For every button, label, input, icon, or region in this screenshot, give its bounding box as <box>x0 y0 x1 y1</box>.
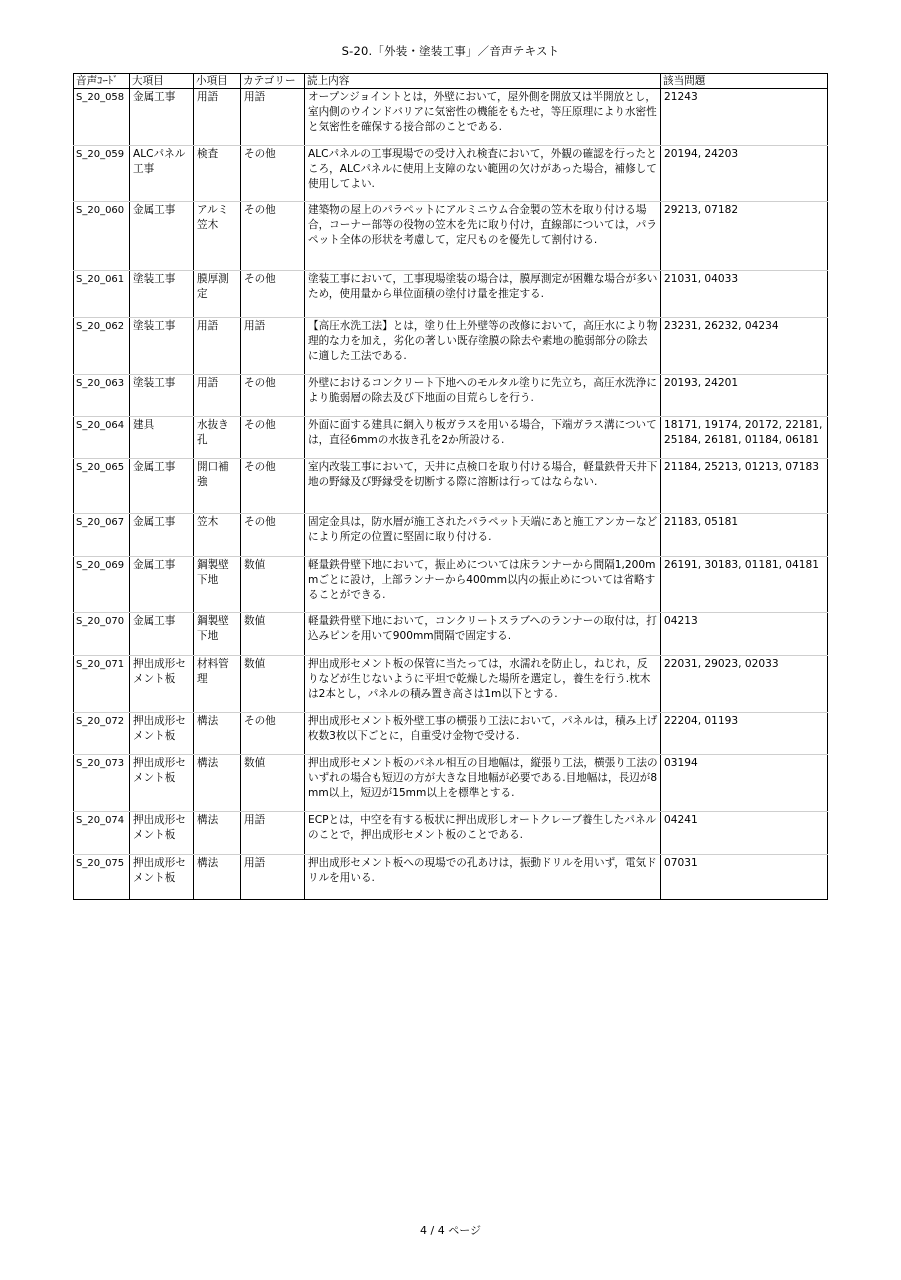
cell-reading-text: 押出成形セメント板への現場での孔あけは，振動ドリルを用いず，電気ドリルを用いる. <box>305 855 661 900</box>
cell-reading-text: 塗装工事において，工事現場塗装の場合は，膜厚測定が困難な場合が多いため，使用量から単位面積の塗付け量を推定する. <box>305 271 661 318</box>
column-header-sub-item: 小項目 <box>194 74 241 89</box>
cell-reading-text: 建築物の屋上のパラペットにアルミニウム合金製の笠木を取り付ける場合，コーナー部等の役物の笠木を先に取り付け，直線部については，パラペット全体の形状を考慮して，定尺ものを優先して割付ける. <box>305 202 661 271</box>
cell-main-item: 金属工事 <box>130 459 194 514</box>
cell-code: S_20_063 <box>74 375 130 417</box>
table-row <box>74 146 828 202</box>
cell-sub-item: 笠木 <box>194 514 241 557</box>
cell-code: S_20_064 <box>74 417 130 459</box>
cell-main-item: 押出成形セメント板 <box>130 713 194 755</box>
cell-category: 数値 <box>241 613 305 656</box>
cell-category: その他 <box>241 146 305 202</box>
cell-category: その他 <box>241 271 305 318</box>
cell-related-questions: 21184, 25213, 01213, 07183 <box>661 459 828 514</box>
cell-sub-item: 構法 <box>194 713 241 755</box>
cell-code: S_20_072 <box>74 713 130 755</box>
cell-main-item: 押出成形セメント板 <box>130 755 194 812</box>
cell-code: S_20_062 <box>74 318 130 375</box>
cell-related-questions: 23231, 26232, 04234 <box>661 318 828 375</box>
cell-reading-text: 固定金具は，防水層が施工されたパラペット天端にあと施工アンカーなどにより所定の位置に堅固に取り付ける. <box>305 514 661 557</box>
table-row <box>74 656 828 713</box>
cell-related-questions: 18171, 19174, 20172, 22181, 25184, 26181, 01184, 06181 <box>661 417 828 459</box>
cell-reading-text: 軽量鉄骨壁下地において，振止めについては床ランナーから間隔1,200mmごとに設け，上部ランナーから400mm以内の振止めについては省略することができる. <box>305 557 661 613</box>
cell-code: S_20_075 <box>74 855 130 900</box>
cell-main-item: 金属工事 <box>130 557 194 613</box>
cell-code: S_20_058 <box>74 89 130 146</box>
table-row <box>74 855 828 900</box>
cell-reading-text: 【高圧水洗工法】とは，塗り仕上外壁等の改修において，高圧水により物理的な力を加え，劣化の著しい既存塗膜の除去や素地の脆弱部分の除去に適した工法である. <box>305 318 661 375</box>
cell-code: S_20_073 <box>74 755 130 812</box>
table-row <box>74 417 828 459</box>
cell-sub-item: 鋼製壁下地 <box>194 613 241 656</box>
cell-related-questions: 04213 <box>661 613 828 656</box>
cell-main-item: 金属工事 <box>130 202 194 271</box>
cell-sub-item: アルミ笠木 <box>194 202 241 271</box>
cell-reading-text: 外壁におけるコンクリート下地へのモルタル塗りに先立ち，高圧水洗浄により脆弱層の除去及び下地面の目荒らしを行う. <box>305 375 661 417</box>
cell-main-item: 塗装工事 <box>130 318 194 375</box>
cell-reading-text: 外面に面する建具に網入り板ガラスを用いる場合，下端ガラス溝については，直径6mmの水抜き孔を2か所設ける. <box>305 417 661 459</box>
cell-code: S_20_069 <box>74 557 130 613</box>
cell-code: S_20_059 <box>74 146 130 202</box>
cell-category: その他 <box>241 375 305 417</box>
column-header-main-item: 大項目 <box>130 74 194 89</box>
table-row <box>74 514 828 557</box>
cell-category: 用語 <box>241 855 305 900</box>
cell-category: 用語 <box>241 812 305 855</box>
document-title: S-20.「外装・塗装工事」／音声テキスト <box>341 44 560 58</box>
cell-related-questions: 20194, 24203 <box>661 146 828 202</box>
table-row <box>74 271 828 318</box>
cell-code: S_20_074 <box>74 812 130 855</box>
cell-related-questions: 20193, 24201 <box>661 375 828 417</box>
cell-code: S_20_065 <box>74 459 130 514</box>
cell-code: S_20_061 <box>74 271 130 318</box>
cell-code: S_20_060 <box>74 202 130 271</box>
cell-category: 用語 <box>241 318 305 375</box>
cell-category: 数値 <box>241 755 305 812</box>
cell-sub-item: 構法 <box>194 812 241 855</box>
cell-related-questions: 26191, 30183, 01181, 04181 <box>661 557 828 613</box>
cell-reading-text: 押出成形セメント板の保管に当たっては，水濡れを防止し，ねじれ，反りなどが生じないように平坦で乾燥した場所を選定し，養生を行う.枕木は2本とし，パネルの積み置き高さは1m以下とする. <box>305 656 661 713</box>
cell-reading-text: 押出成形セメント板外壁工事の横張り工法において，パネルは，積み上げ枚数3枚以下ごとに，自重受け金物で受ける. <box>305 713 661 755</box>
cell-sub-item: 鋼製壁下地 <box>194 557 241 613</box>
cell-main-item: 塗装工事 <box>130 375 194 417</box>
cell-category: 数値 <box>241 557 305 613</box>
cell-category: その他 <box>241 417 305 459</box>
table-row <box>74 89 828 146</box>
cell-reading-text: ECPとは，中空を有する板状に押出成形しオートクレーブ養生したパネルのことで，押出成形セメント板のことである. <box>305 812 661 855</box>
cell-code: S_20_071 <box>74 656 130 713</box>
table-row <box>74 557 828 613</box>
cell-main-item: 建具 <box>130 417 194 459</box>
page-number: 4 / 4 ページ <box>420 1224 481 1237</box>
cell-reading-text: ALCパネルの工事現場での受け入れ検査において，外観の確認を行ったところ，ALCパネルに使用上支障のない範囲の欠けがあった場合，補修して使用してよい. <box>305 146 661 202</box>
column-header-code: 音声ｺｰﾄﾞ <box>74 74 130 89</box>
cell-category: 用語 <box>241 89 305 146</box>
cell-related-questions: 21031, 04033 <box>661 271 828 318</box>
cell-main-item: 押出成形セメント板 <box>130 855 194 900</box>
column-header-category: カテゴリー <box>241 74 305 89</box>
cell-main-item: ALCパネル工事 <box>130 146 194 202</box>
cell-related-questions: 03194 <box>661 755 828 812</box>
cell-sub-item: 用語 <box>194 318 241 375</box>
table-row <box>74 318 828 375</box>
table-row <box>74 713 828 755</box>
cell-related-questions: 07031 <box>664 857 698 869</box>
table-row <box>74 459 828 514</box>
header-row <box>74 74 828 89</box>
cell-related-questions: 22204, 01193 <box>661 713 828 755</box>
cell-reading-text: 押出成形セメント板のパネル相互の目地幅は，縦張り工法，横張り工法のいずれの場合も短辺の方が大きな目地幅が必要である.目地幅は，長辺が8mm以上，短辺が15mm以上を標準とする. <box>305 755 661 812</box>
cell-sub-item: 用語 <box>194 375 241 417</box>
cell-sub-item: 構法 <box>194 755 241 812</box>
cell-main-item: 押出成形セメント板 <box>130 656 194 713</box>
cell-main-item: 押出成形セメント板 <box>130 812 194 855</box>
cell-sub-item: 水抜き孔 <box>194 417 241 459</box>
cell-category: その他 <box>241 202 305 271</box>
cell-reading-text: オープンジョイントとは，外壁において，屋外側を開放又は半開放とし，室内側のウインドバリアに気密性の機能をもたせ，等圧原理により水密性と気密性を確保する接合部のことである. <box>305 89 661 146</box>
cell-code: S_20_067 <box>74 514 130 557</box>
cell-category: 数値 <box>241 656 305 713</box>
cell-related-questions: 21183, 05181 <box>661 514 828 557</box>
cell-main-item: 金属工事 <box>130 613 194 656</box>
cell-related-questions: 29213, 07182 <box>661 202 828 271</box>
cell-category: その他 <box>241 459 305 514</box>
cell-reading-text: 軽量鉄骨壁下地において，コンクリートスラブへのランナーの取付は，打込みピンを用いて900mm間隔で固定する. <box>305 613 661 656</box>
cell-code: S_20_070 <box>74 613 130 656</box>
cell-sub-item: 検査 <box>194 146 241 202</box>
cell-category: その他 <box>241 514 305 557</box>
cell-related-questions: 21243 <box>661 89 828 146</box>
audio-text-table <box>73 73 828 900</box>
table-row <box>74 613 828 656</box>
cell-sub-item: 用語 <box>194 89 241 146</box>
cell-main-item: 金属工事 <box>130 89 194 146</box>
table-row <box>74 375 828 417</box>
cell-sub-item: 開口補強 <box>194 459 241 514</box>
column-header-reading-text: 読上内容 <box>305 74 661 89</box>
table-row <box>74 755 828 812</box>
cell-sub-item: 材料管理 <box>194 656 241 713</box>
cell-main-item: 塗装工事 <box>130 271 194 318</box>
cell-related-questions: 04241 <box>661 812 828 855</box>
column-header-related-questions: 該当問題 <box>661 74 828 89</box>
cell-category: その他 <box>241 713 305 755</box>
cell-sub-item: 膜厚測定 <box>194 271 241 318</box>
cell-reading-text: 室内改装工事において，天井に点検口を取り付ける場合，軽量鉄骨天井下地の野縁及び野縁受を切断する際に溶断は行ってはならない. <box>305 459 661 514</box>
table-row <box>74 202 828 271</box>
cell-sub-item: 構法 <box>194 855 241 900</box>
cell-related-questions: 22031, 29023, 02033 <box>661 656 828 713</box>
cell-main-item: 金属工事 <box>130 514 194 557</box>
table-row <box>74 812 828 855</box>
